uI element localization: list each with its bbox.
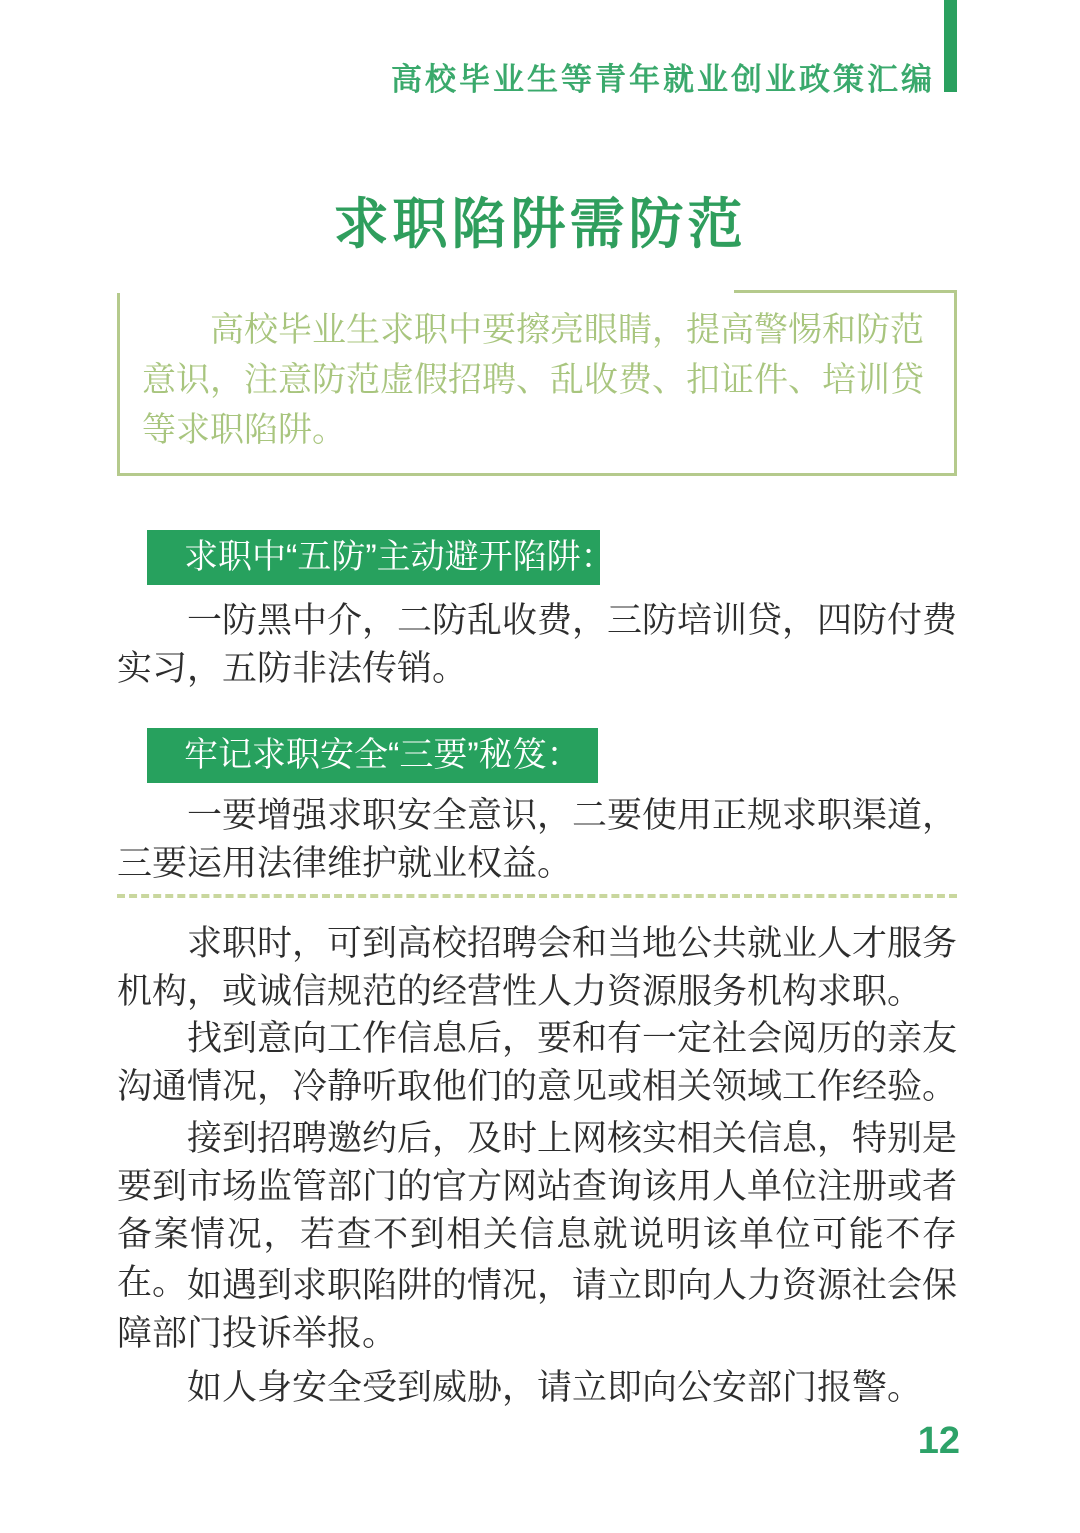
intro-quote-text: 高校毕业生求职中要擦亮眼睛，提高警惕和防范意识，注意防范虚假招聘、乱收费、扣证件、培训贷等求职陷阱。: [142, 311, 924, 449]
section-heading-three-musts: 牢记求职安全“三要”秘笈：: [147, 728, 598, 783]
header-accent-bar: [944, 0, 957, 92]
intro-quote-box: [117, 290, 957, 476]
section-body-five-guards: 一防黑中介，二防乱收费，三防培训贷，四防付费实习，五防非法传销。: [117, 601, 958, 688]
tip-paragraph: 接到招聘邀约后，及时上网核实相关信息，特别是要到市场监管部门的官方网站查询该用人单位注册或者备案情况，若查不到相关信息就说明该单位可能不存在。: [117, 1119, 958, 1302]
tip-paragraph: 如人身安全受到威胁，请立即向公安部门报警。: [187, 1368, 923, 1407]
section-heading-five-guards: 求职中“五防”主动避开陷阱：: [147, 530, 600, 585]
booklet-title: 高校毕业生等青年就业创业政策汇编: [391, 62, 935, 97]
tip-paragraph: 求职时，可到高校招聘会和当地公共就业人才服务机构，或诚信规范的经营性人力资源服务机构求职。: [117, 924, 958, 1011]
tip-paragraph: 如遇到求职陷阱的情况，请立即向人力资源社会保障部门投诉举报。: [117, 1266, 958, 1353]
dashed-divider: [117, 894, 957, 898]
section-body-three-musts: 一要增强求职安全意识，二要使用正规求职渠道，三要运用法律维护就业权益。: [117, 796, 958, 883]
page-number: 12: [917, 1420, 960, 1462]
page-title: 求职陷阱需防范: [333, 193, 747, 255]
tip-paragraph: 找到意向工作信息后，要和有一定社会阅历的亲友沟通情况，冷静听取他们的意见或相关领域工作经验。: [117, 1019, 958, 1106]
